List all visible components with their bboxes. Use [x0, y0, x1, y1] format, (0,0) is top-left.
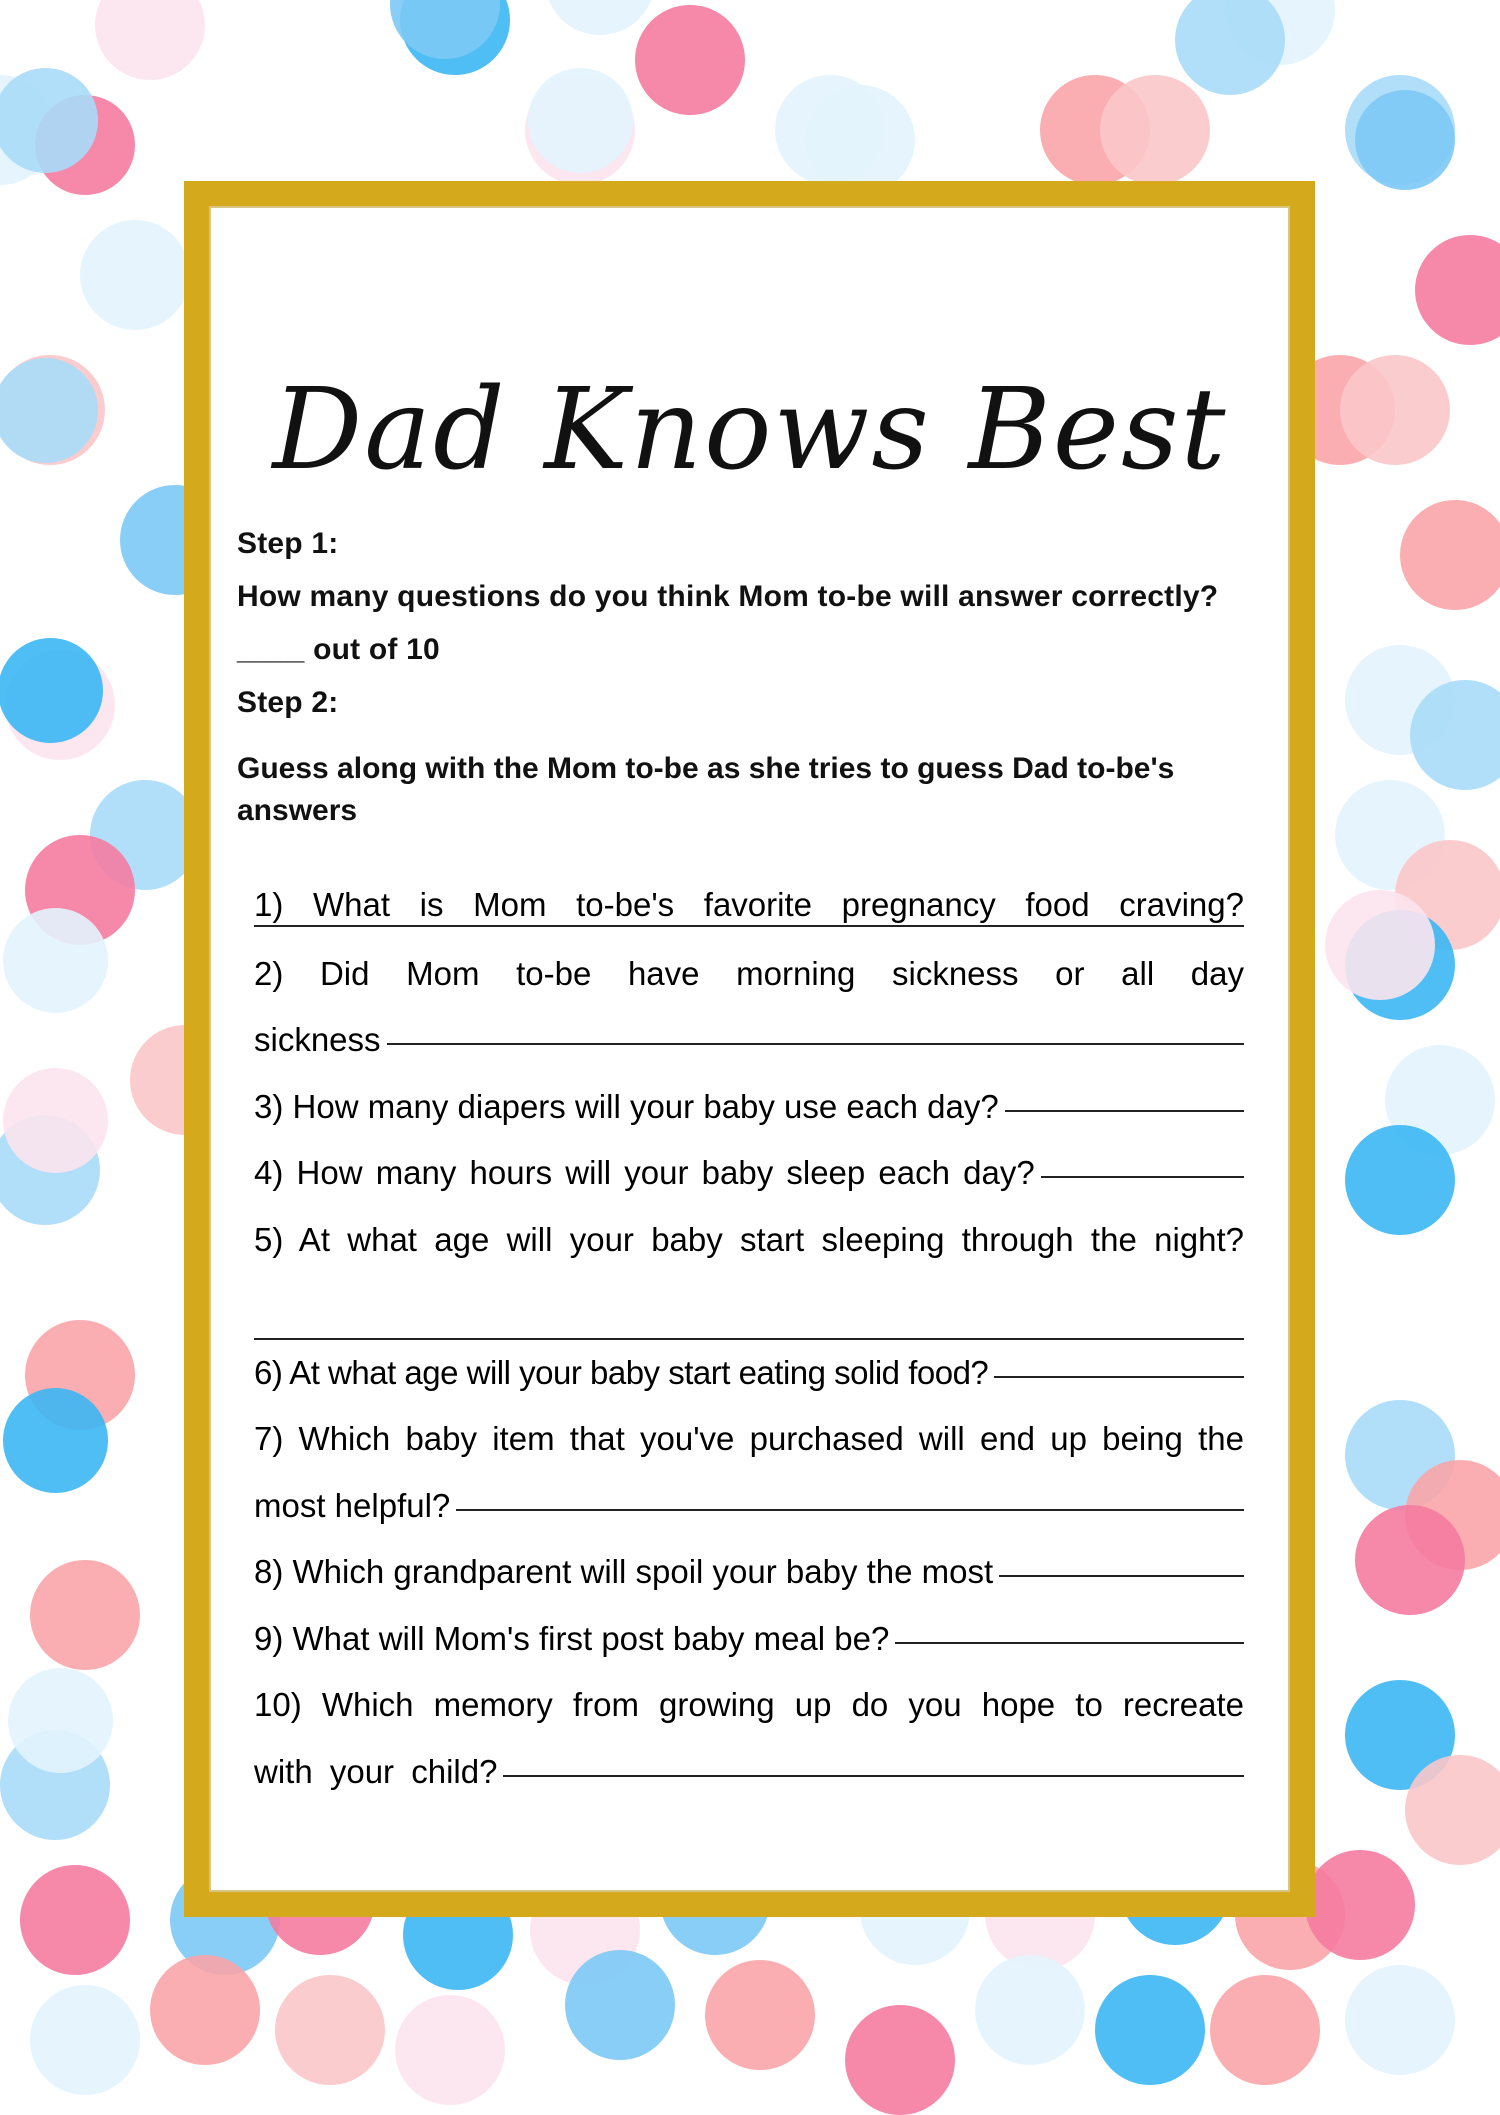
polka-dot	[0, 638, 103, 743]
question-text: 9) What will Mom's first post baby meal be?	[254, 1619, 890, 1657]
polka-dot	[805, 85, 915, 195]
polka-dot	[565, 1950, 675, 2060]
question-item	[254, 941, 1244, 1074]
question-item	[254, 1672, 1244, 1805]
answer-blank[interactable]	[254, 1273, 1244, 1340]
question-text: 7) Which baby item that you've purchased will end up being the	[254, 1420, 1244, 1457]
question-item	[254, 872, 1244, 927]
question-text: 6) At what age will your baby start eating solid food?	[254, 1353, 989, 1391]
polka-dot	[528, 68, 633, 173]
polka-dot	[0, 68, 98, 173]
polka-dot	[1405, 1755, 1500, 1865]
polka-dot	[8, 1668, 113, 1773]
question-item	[254, 1074, 1244, 1141]
polka-dot	[1175, 0, 1285, 95]
question-text: 4) How many hours will your baby sleep each day?	[254, 1154, 1035, 1191]
question-item	[254, 1340, 1244, 1407]
answer-blank[interactable]	[1041, 1175, 1244, 1178]
question-text: 3) How many diapers will your baby use each day?	[254, 1087, 999, 1125]
polka-dot	[3, 908, 108, 1013]
polka-dot	[1345, 1125, 1455, 1235]
polka-dot	[150, 1955, 260, 2065]
question-text: 10) Which memory from growing up do you hope to recreate	[254, 1686, 1244, 1723]
polka-dot	[1095, 1975, 1205, 2085]
question-text: 5) At what age will your baby start sleeping through the night?	[254, 1220, 1244, 1258]
polka-dot	[1345, 1965, 1455, 2075]
answer-blank[interactable]	[895, 1641, 1244, 1644]
page-title: Dad Knows Best	[272, 365, 1228, 495]
polka-dot	[1210, 1975, 1320, 2085]
answer-blank[interactable]	[456, 1508, 1244, 1511]
polka-dot	[635, 5, 745, 115]
polka-dot	[705, 1960, 815, 2070]
polka-dot	[1355, 1505, 1465, 1615]
answer-blank[interactable]	[1005, 1109, 1244, 1112]
question-item	[254, 1606, 1244, 1673]
question-text: most helpful?	[254, 1486, 451, 1524]
polka-dot	[3, 1388, 108, 1493]
step1-heading: Step 1:	[237, 527, 339, 560]
question-list	[254, 872, 1244, 1805]
step1-question: How many questions do you think Mom to-be will answer correctly?	[237, 580, 1219, 613]
polka-dot	[395, 1995, 505, 2105]
polka-dot	[1415, 235, 1500, 345]
polka-dot	[20, 1865, 130, 1975]
polka-dot	[1325, 890, 1435, 1000]
polka-dot	[3, 1068, 108, 1173]
step2-heading: Step 2:	[237, 686, 339, 719]
question-text: with your child?	[254, 1752, 498, 1790]
question-text: sickness	[254, 1021, 381, 1058]
polka-dot	[30, 1985, 140, 2095]
question-item	[254, 1406, 1244, 1539]
polka-dot	[1305, 1850, 1415, 1960]
step2-instructions: Guess along with the Mom to-be as she tries to guess Dad to-be's answers	[237, 752, 1175, 827]
question-text: 2) Did Mom to-be have morning sickness or all day	[254, 954, 1244, 992]
step1-answer-line: ____ out of 10	[237, 633, 440, 666]
question-text: 1) What is Mom to-be's favorite pregnancy food craving?	[254, 886, 1244, 923]
polka-dot	[975, 1955, 1085, 2065]
question-item	[254, 1140, 1244, 1207]
polka-dot	[1100, 75, 1210, 185]
polka-dot	[80, 220, 190, 330]
question-item	[254, 1539, 1244, 1606]
polka-dot	[545, 0, 655, 35]
question-text: 8) Which grandparent will spoil your baby the most	[254, 1553, 994, 1590]
answer-blank[interactable]	[387, 1042, 1244, 1045]
polka-dot	[275, 1975, 385, 2085]
polka-dot	[30, 1560, 140, 1670]
answer-blank[interactable]	[999, 1574, 1244, 1577]
polka-dot	[845, 2005, 955, 2115]
answer-blank[interactable]	[503, 1774, 1244, 1777]
question-item	[254, 1207, 1244, 1340]
polka-dot	[1355, 90, 1455, 190]
polka-dot	[95, 0, 205, 80]
answer-blank[interactable]	[994, 1375, 1244, 1378]
